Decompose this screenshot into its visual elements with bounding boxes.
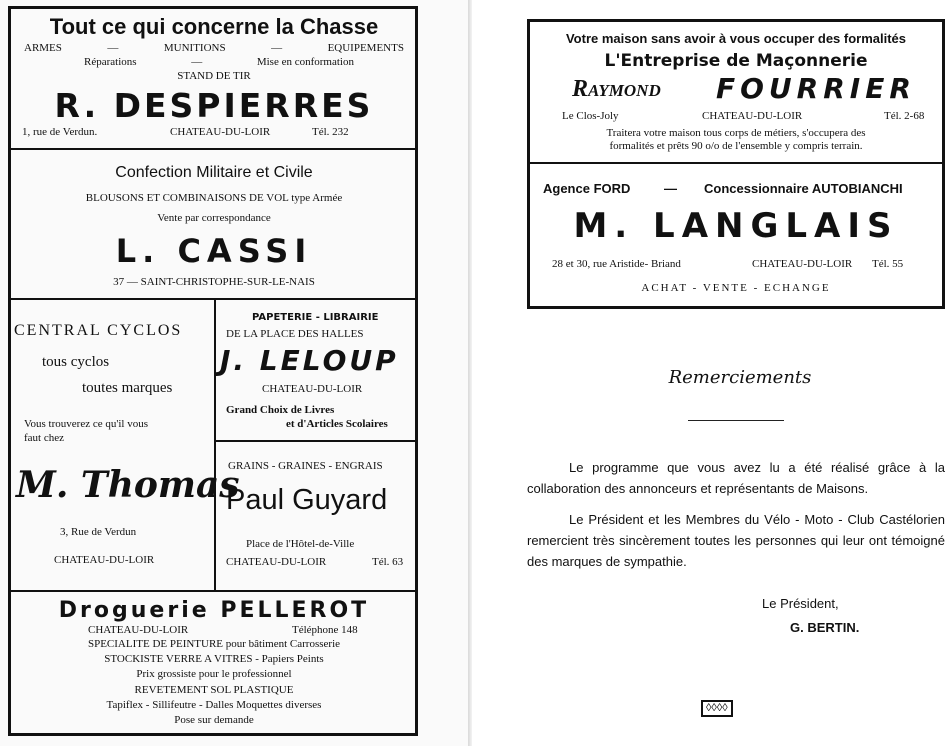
thanks-para1: Le programme que vous avez lu a été réalisé grâce à la collaboration des annonceurs et représentants de Maisons. xyxy=(527,460,945,496)
thomas-address: 3, Rue de Verdun xyxy=(60,526,137,538)
fourrier-tel: Tél. 2-68 xyxy=(884,110,925,122)
fourrier-place: Le Clos-Joly xyxy=(562,110,619,122)
pellerot-city: CHATEAU-DU-LOIR xyxy=(88,624,189,636)
thanks-title: Remerciements xyxy=(668,367,812,388)
leloup-line1: Grand Choix de Livres xyxy=(226,404,335,416)
divider xyxy=(527,162,945,164)
divider xyxy=(214,440,418,442)
thomas-line3a: Vous trouverez ce qu'il vous xyxy=(24,418,148,430)
chasse-tel: Tél. 232 xyxy=(312,126,349,138)
chasse-title: Tout ce qui concerne la Chasse xyxy=(49,14,379,39)
guyard-address: Place de l'Hôtel-de-Ville xyxy=(246,538,355,550)
thomas-name: M. Thomas xyxy=(16,464,240,506)
chasse-city: CHATEAU-DU-LOIR xyxy=(170,126,271,138)
chasse-line2 xyxy=(84,56,354,68)
thomas-line1: tous cyclos xyxy=(42,354,110,370)
page-fold xyxy=(468,0,472,746)
text: — xyxy=(191,56,203,68)
guyard-city: CHATEAU-DU-LOIR xyxy=(226,556,327,568)
thomas-city: CHATEAU-DU-LOIR xyxy=(54,554,155,566)
langlais-bottom: ACHAT - VENTE - ECHANGE xyxy=(641,282,831,294)
fourrier-line2: formalités et prêts 90 o/o de l'ensemble y compris terrain. xyxy=(609,140,863,152)
title-underline xyxy=(688,420,784,421)
cassi-line1: BLOUSONS ET COMBINAISONS DE VOL type Armée xyxy=(85,192,343,204)
langlais-city: CHATEAU-DU-LOIR xyxy=(752,258,853,270)
guyard-title: GRAINS - GRAINES - ENGRAIS xyxy=(228,460,383,472)
text: EQUIPEMENTS xyxy=(327,42,404,54)
text: ARMES xyxy=(24,42,62,54)
divider xyxy=(8,590,418,592)
text: — xyxy=(107,42,119,54)
text: Réparations xyxy=(84,56,137,68)
fourrier-title: L'Entreprise de Maçonnerie xyxy=(604,51,868,71)
langlais-address: 28 et 30, rue Aristide- Briand xyxy=(552,258,681,270)
fourrier-line1: Traitera votre maison tous corps de métiers, s'occupera des xyxy=(606,127,866,139)
pellerot-line1: SPECIALITE DE PEINTURE pour bâtiment Carrosserie xyxy=(87,638,341,650)
fourrier-headline: Votre maison sans avoir à vous occuper des formalités xyxy=(565,31,907,46)
guyard-name: Paul Guyard xyxy=(226,484,388,516)
chasse-line1 xyxy=(24,42,404,54)
pellerot-line5: Tapiflex - Sillifeutre - Dalles Moquettes diverses xyxy=(106,699,322,711)
guyard-tel: Tél. 63 xyxy=(372,556,404,568)
divider xyxy=(8,298,418,300)
pellerot-line4: REVETEMENT SOL PLASTIQUE xyxy=(134,684,294,696)
thomas-title: CENTRAL CYCLOS xyxy=(14,322,183,339)
leloup-title2: DE LA PLACE DES HALLES xyxy=(226,328,364,340)
thanks-signoff: Le Président, xyxy=(762,596,839,611)
chasse-address: 1, rue de Verdun. xyxy=(22,126,98,138)
thomas-line2: toutes marques xyxy=(82,380,173,396)
divider xyxy=(8,148,418,150)
ornament-icon: ◊◊◊◊ xyxy=(701,700,733,717)
fourrier-city: CHATEAU-DU-LOIR xyxy=(702,110,803,122)
langlais-concession: Concessionnaire AUTOBIANCHI xyxy=(704,181,903,196)
leloup-title1: PAPETERIE - LIBRAIRIE xyxy=(252,312,379,323)
cassi-address: 37 — SAINT-CHRISTOPHE-SUR-LE-NAIS xyxy=(113,276,315,288)
fourrier-last-name: FOURRIER xyxy=(716,72,916,105)
leloup-line2: et d'Articles Scolaires xyxy=(286,418,388,430)
langlais-agency: Agence FORD xyxy=(543,181,631,196)
thomas-line3b: faut chez xyxy=(24,432,64,444)
pellerot-line2: STOCKISTE VERRE A VITRES - Papiers Peints xyxy=(104,653,324,665)
text: MUNITIONS xyxy=(163,42,226,54)
thanks-para2: Le Président et les Membres du Vélo - Moto - Club Castélorien remercient très sincèrement toutes les personnes qui leur ont témoigné des marques de sympathie. xyxy=(527,512,945,569)
pellerot-line6: Pose sur demande xyxy=(174,714,254,726)
text: Mise en conformation xyxy=(256,56,354,68)
despierres-name: R. DESPIERRES xyxy=(54,86,374,125)
langlais-name: M. LANGLAIS xyxy=(573,206,899,246)
cassi-line2: Vente par correspondance xyxy=(157,212,271,224)
pellerot-tel: Téléphone 148 xyxy=(292,624,358,636)
cassi-name: L. CASSI xyxy=(115,232,313,270)
pellerot-name: Droguerie PELLEROT xyxy=(58,598,370,623)
langlais-tel: Tél. 55 xyxy=(872,258,904,270)
divider xyxy=(214,298,216,590)
langlais-dash: — xyxy=(664,181,677,196)
leloup-name: J. LELOUP xyxy=(220,344,399,377)
cassi-title: Confection Militaire et Civile xyxy=(115,164,313,181)
text: — xyxy=(271,42,283,54)
leloup-city: CHATEAU-DU-LOIR xyxy=(262,383,363,395)
thanks-signer: G. BERTIN. xyxy=(790,620,860,635)
pellerot-line3: Prix grossiste pour le professionnel xyxy=(136,668,292,680)
fourrier-first-name: Raymond xyxy=(572,76,661,102)
chasse-line3: STAND DE TIR xyxy=(177,70,251,82)
